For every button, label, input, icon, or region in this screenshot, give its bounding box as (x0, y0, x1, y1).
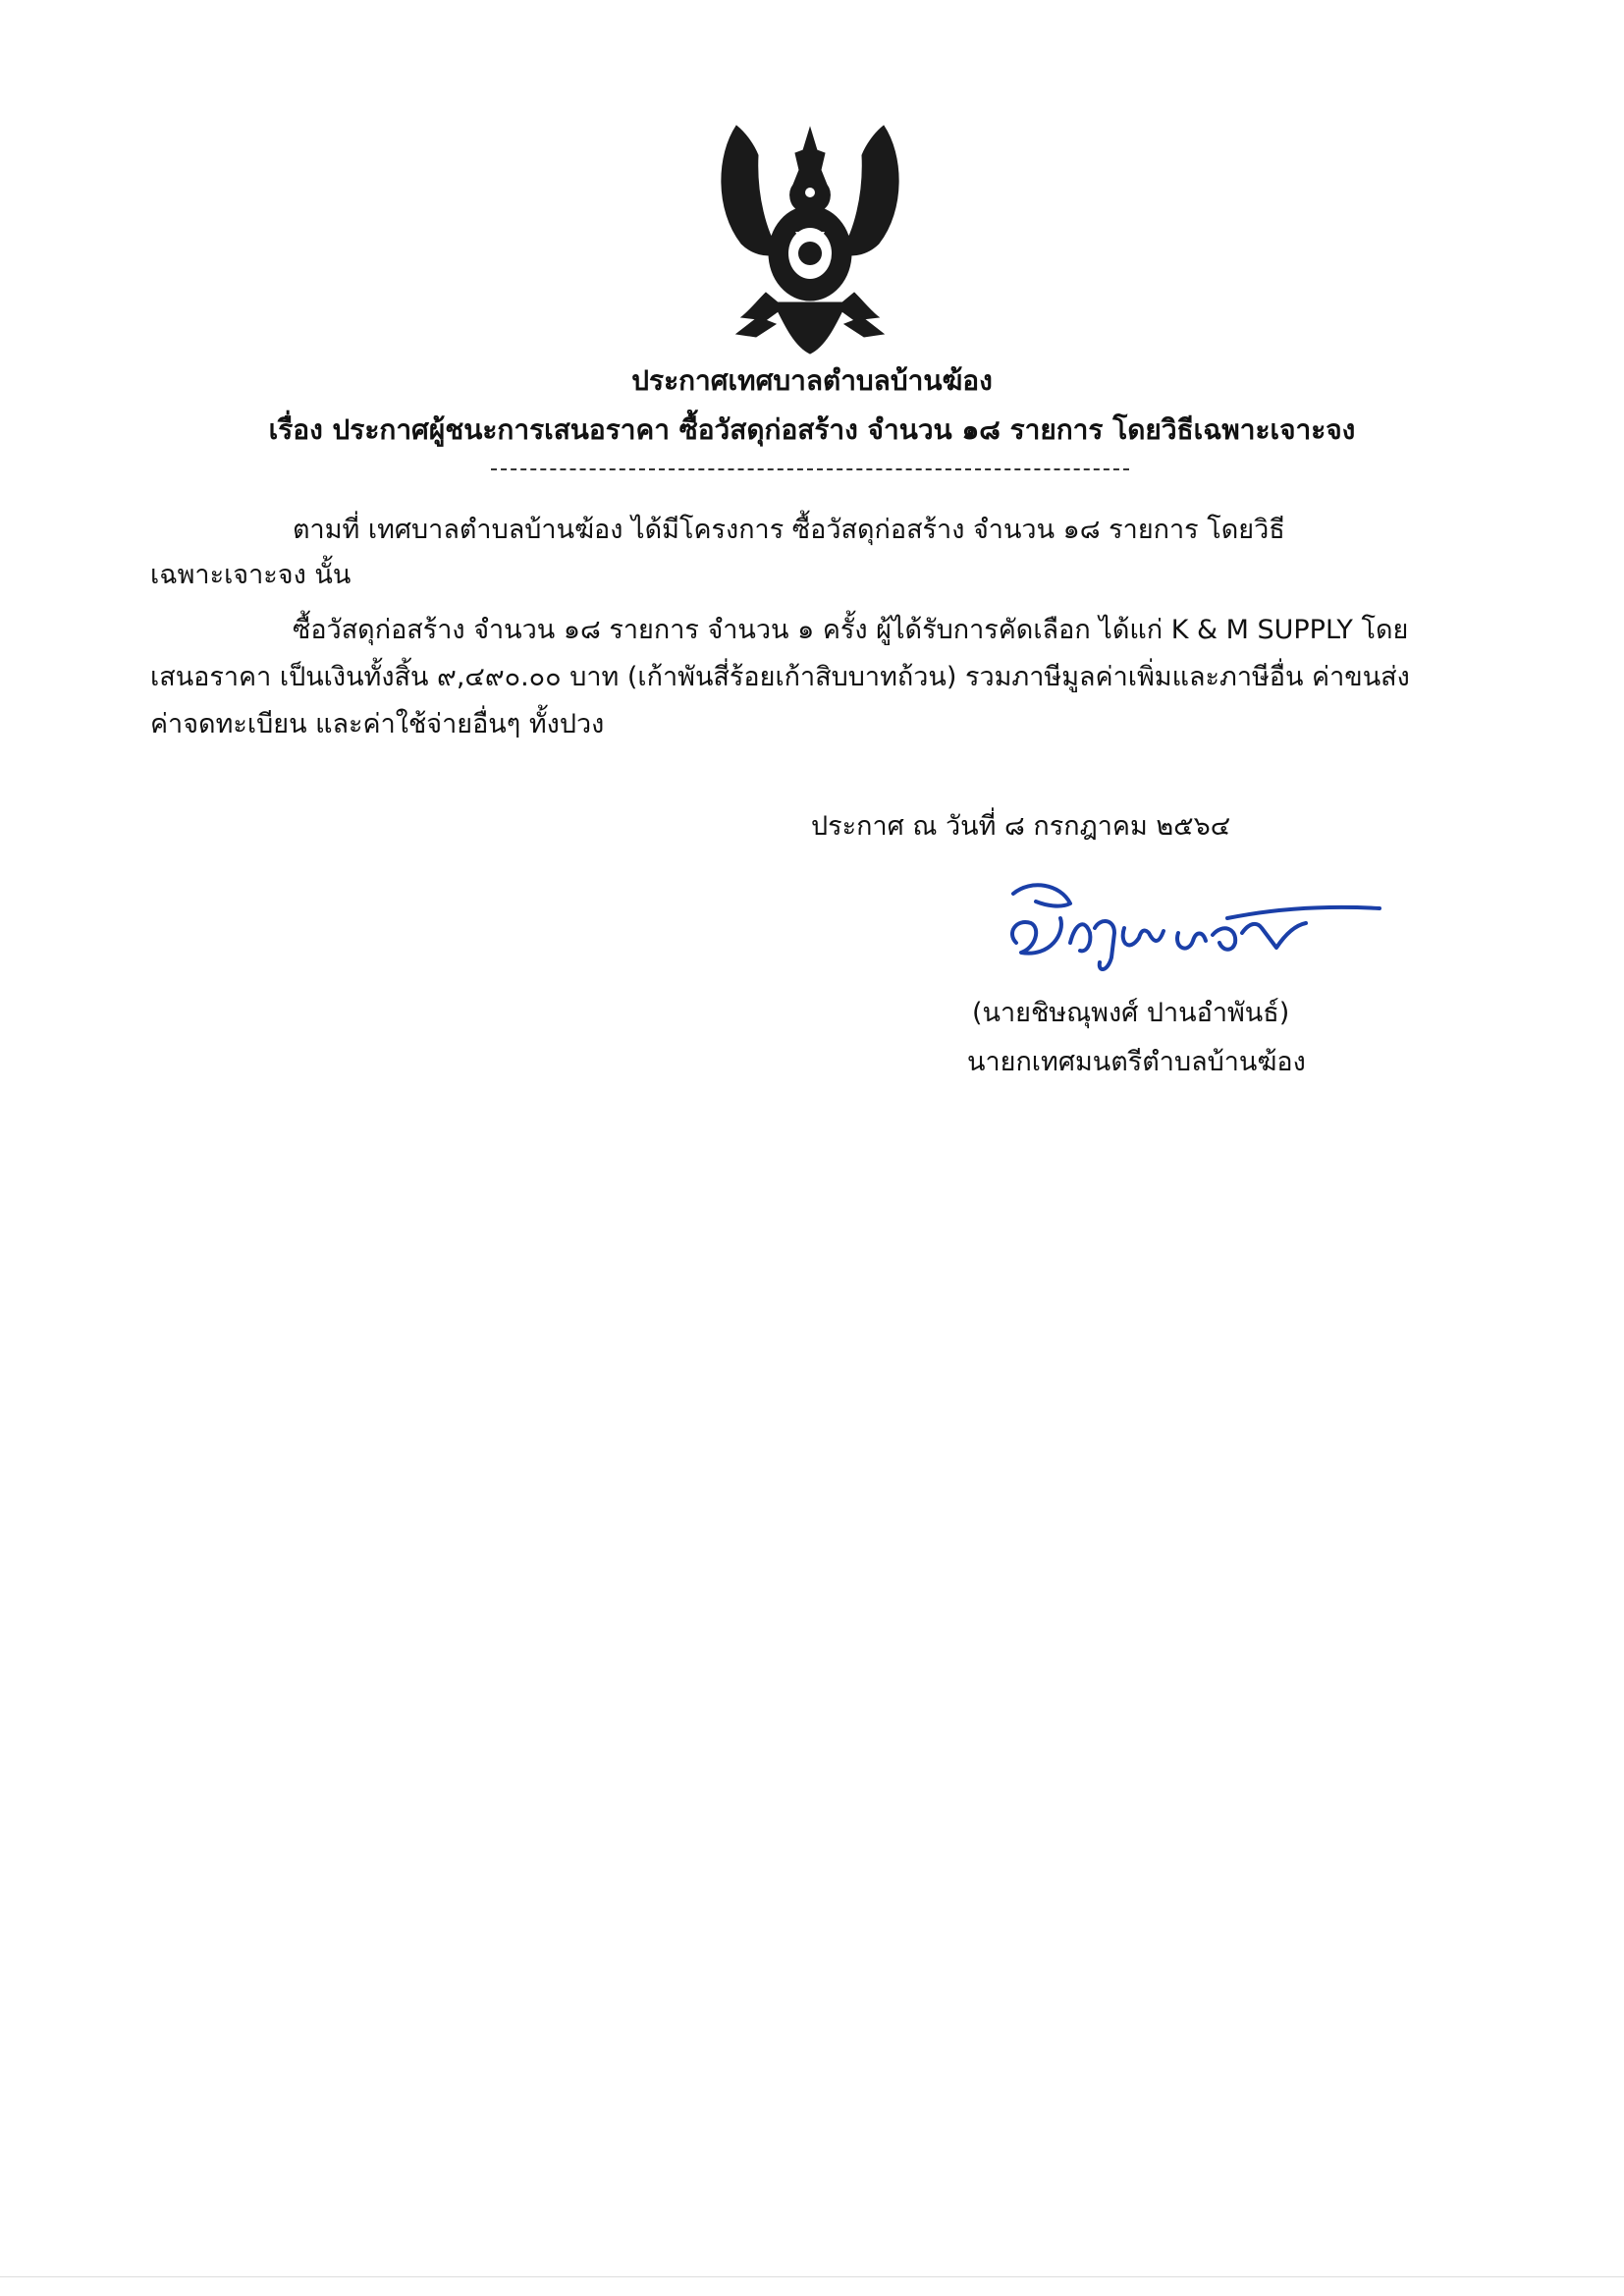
paragraph-1-line-1: ตามที่ เทศบาลตำบลบ้านฆ้อง ได้มีโครงการ ซื้อวัสดุก่อสร้าง จำนวน ๑๘ รายการ โดยวิธี (293, 515, 1285, 545)
paragraph-2-line-3: ค่าจดทะเบียน และค่าใช้จ่ายอื่นๆ ทั้งปวง (150, 709, 605, 739)
paragraph-2-line-2: เสนอราคา เป็นเงินทั้งสิ้น ๙,๔๙๐.๐๐ บาท (เก้าพันสี่ร้อยเก้าสิบบาทถ้วน) รวมภาษีมูลค่าเพิ่มและภาษีอื่น ค่าขนส่ง (150, 662, 1410, 692)
scan-edge-line (0, 2276, 1624, 2277)
garuda-emblem-icon (697, 116, 923, 356)
signature-icon (992, 874, 1384, 1011)
signer-title: นายกเทศมนตรีตำบลบ้านฆ้อง (967, 1047, 1306, 1077)
paragraph-1-line-2: เฉพาะเจาะจง นั้น (150, 560, 352, 590)
announcement-date: ประกาศ ณ วันที่ ๘ กรกฎาคม ๒๕๖๔ (811, 811, 1231, 842)
document-title: ประกาศเทศบาลตำบลบ้านฆ้อง (631, 364, 993, 397)
document-subject: เรื่อง ประกาศผู้ชนะการเสนอราคา ซื้อวัสดุก่อสร้าง จำนวน ๑๘ รายการ โดยวิธีเฉพาะเจาะจง (268, 413, 1356, 446)
dashed-divider (491, 468, 1129, 470)
signer-name: (นายชิษณุพงศ์ ปานอำพันธ์) (972, 998, 1290, 1028)
paragraph-2-line-1: ซื้อวัสดุก่อสร้าง จำนวน ๑๘ รายการ จำนวน ๑ ครั้ง ผู้ได้รับการคัดเลือก ได้แก่ K & M SUPPLY โดย (293, 615, 1409, 645)
